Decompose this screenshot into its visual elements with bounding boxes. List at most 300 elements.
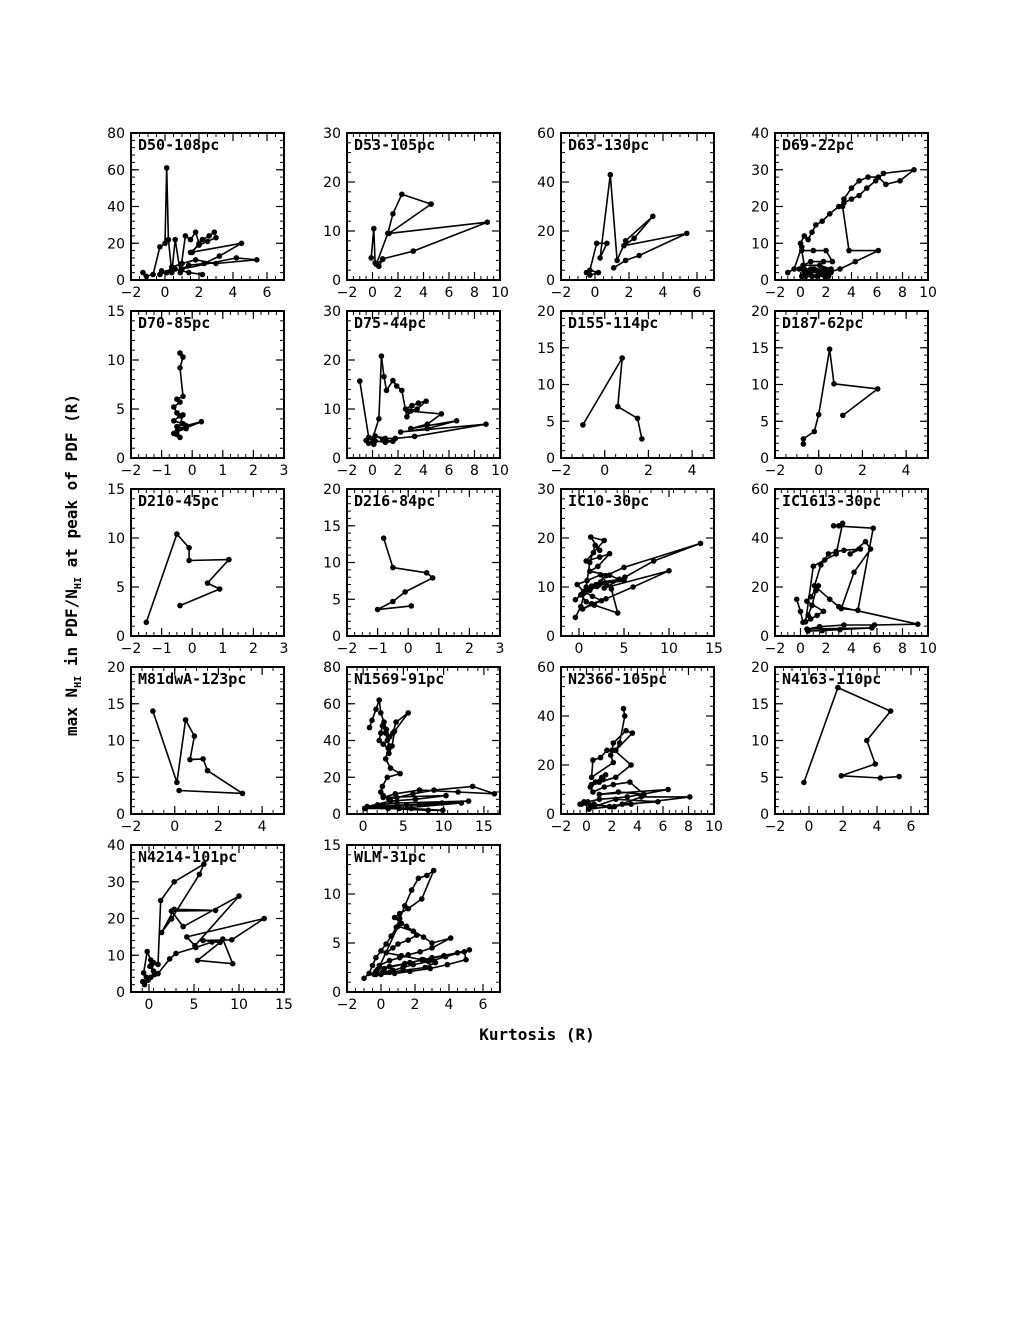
data-point	[602, 784, 608, 790]
y-tick-label: 0	[546, 273, 555, 289]
y-tick-label: 0	[116, 985, 125, 1001]
data-point	[809, 229, 815, 235]
panel-8	[107, 482, 288, 657]
data-point	[144, 949, 150, 955]
data-point	[579, 592, 585, 598]
data-point	[179, 261, 185, 267]
y-tick-label: 0	[760, 807, 769, 823]
data-point	[590, 594, 596, 600]
data-point	[635, 416, 641, 422]
data-point	[414, 406, 420, 412]
data-point	[597, 548, 603, 554]
data-point	[383, 950, 389, 956]
data-point	[397, 955, 403, 961]
data-point	[796, 266, 802, 272]
x-tick-label: −2	[336, 285, 358, 301]
data-point	[592, 602, 598, 608]
data-point	[621, 706, 627, 712]
y-axis-label	[62, 394, 84, 736]
panel-5	[323, 304, 509, 479]
x-tick-label: 2	[410, 997, 420, 1013]
data-point	[615, 610, 621, 616]
data-point	[462, 949, 468, 955]
data-point	[433, 960, 439, 966]
panel-3	[751, 126, 937, 301]
data-point	[611, 760, 617, 766]
data-point	[171, 879, 177, 885]
data-point	[381, 535, 387, 541]
data-point	[423, 398, 429, 404]
data-point	[180, 354, 186, 360]
y-tick-label: 0	[332, 451, 341, 467]
y-tick-label: 30	[751, 162, 769, 179]
x-tick-label: 6	[906, 819, 916, 835]
panel-0	[107, 126, 284, 301]
data-point	[439, 411, 445, 417]
data-point	[240, 791, 246, 797]
data-point	[431, 787, 437, 793]
data-point	[424, 873, 430, 879]
y-axis-label-sub-2: HI	[73, 577, 84, 590]
data-point	[373, 955, 379, 961]
x-tick-label: 2	[821, 285, 831, 301]
data-point	[410, 791, 416, 797]
x-tick-label: 4	[633, 819, 642, 835]
data-point	[378, 804, 384, 810]
data-point	[619, 355, 625, 361]
panel-title: N2366-105pc	[568, 670, 668, 688]
data-point	[883, 182, 889, 188]
y-tick-label: 10	[537, 580, 555, 596]
panel-frame	[131, 489, 284, 636]
panel-12	[107, 660, 284, 835]
data-point	[876, 174, 882, 180]
data-point	[405, 937, 411, 943]
data-point	[441, 953, 447, 959]
data-point	[623, 258, 629, 264]
data-point	[429, 940, 435, 946]
data-point	[405, 952, 411, 958]
data-point	[179, 266, 185, 272]
y-tick-label: 10	[751, 733, 769, 750]
data-point	[380, 784, 386, 790]
data-point	[383, 756, 389, 762]
x-tick-label: −2	[120, 285, 142, 301]
series-line	[143, 864, 265, 985]
x-tick-label: 0	[187, 463, 197, 479]
data-point	[599, 775, 605, 781]
y-tick-label: 20	[751, 304, 769, 320]
data-point	[196, 242, 202, 248]
y-tick-label: 5	[116, 580, 125, 596]
x-tick-label: 0	[814, 463, 824, 479]
data-point	[177, 603, 183, 609]
y-tick-label: 0	[546, 807, 555, 823]
data-point	[864, 185, 870, 191]
x-tick-label: −2	[764, 641, 786, 657]
x-tick-label: 4	[872, 819, 882, 835]
data-point	[870, 525, 876, 531]
x-tick-label: 3	[279, 463, 289, 479]
data-point	[213, 261, 219, 267]
data-point	[184, 934, 190, 940]
x-tick-label: −1	[367, 641, 388, 657]
y-tick-label: 40	[537, 175, 555, 191]
data-point	[596, 270, 602, 276]
data-point	[588, 784, 594, 790]
data-point	[623, 728, 629, 734]
x-tick-label: 2	[838, 819, 848, 835]
x-tick-label: 4	[658, 285, 668, 301]
x-tick-label: 8	[470, 285, 479, 301]
y-tick-label: 20	[751, 580, 769, 596]
x-tick-label: 15	[275, 997, 293, 1013]
y-tick-label: 15	[323, 518, 341, 535]
y-tick-label: 60	[537, 126, 555, 142]
y-tick-label: 5	[116, 770, 125, 787]
data-point	[390, 599, 396, 605]
data-point	[174, 424, 180, 430]
x-tick-label: 0	[796, 285, 805, 301]
data-point	[592, 543, 598, 549]
x-tick-label: 10	[491, 285, 509, 301]
panel-4	[107, 304, 288, 479]
data-point	[897, 178, 903, 184]
y-tick-label: 30	[323, 126, 341, 142]
data-point	[149, 962, 155, 968]
data-point	[398, 429, 404, 435]
y-tick-label: 20	[107, 660, 125, 676]
y-tick-label: 10	[323, 224, 341, 240]
data-point	[383, 941, 389, 947]
data-point	[169, 916, 175, 922]
data-point	[612, 748, 618, 754]
panel-title: D69-22pc	[782, 136, 855, 154]
data-point	[424, 570, 430, 576]
data-point	[397, 771, 403, 777]
x-tick-label: 2	[857, 463, 867, 479]
data-point	[205, 768, 211, 774]
data-point	[372, 433, 378, 439]
data-point	[622, 713, 628, 719]
data-point	[616, 789, 622, 795]
x-tick-label: 0	[376, 997, 386, 1013]
x-tick-label: 2	[248, 641, 258, 657]
data-point	[805, 628, 811, 634]
data-point	[428, 966, 434, 972]
x-tick-label: 0	[403, 641, 413, 657]
y-tick-label: 40	[537, 709, 555, 725]
y-tick-label: 15	[537, 340, 555, 357]
data-point	[846, 248, 852, 254]
x-tick-label: 4	[228, 285, 238, 301]
x-tick-label: 8	[470, 463, 479, 479]
x-tick-label: −1	[151, 641, 172, 657]
y-tick-label: 80	[107, 126, 125, 142]
y-tick-label: 0	[332, 985, 341, 1001]
data-point	[811, 248, 817, 254]
data-point	[794, 597, 800, 603]
data-point	[823, 248, 829, 254]
data-point	[804, 598, 810, 604]
data-point	[186, 263, 192, 269]
y-tick-label: 40	[323, 733, 341, 750]
data-point	[597, 792, 603, 798]
panel-1	[323, 126, 509, 301]
data-point	[621, 243, 627, 249]
data-point	[386, 751, 392, 757]
data-point	[791, 266, 797, 272]
data-point	[402, 589, 408, 595]
data-point	[412, 434, 418, 440]
x-tick-label: 4	[847, 641, 856, 657]
data-point	[612, 804, 618, 810]
x-tick-label: 3	[495, 641, 505, 657]
data-point	[380, 256, 386, 262]
data-point	[875, 386, 881, 392]
x-tick-label: 6	[872, 641, 882, 657]
data-point	[596, 582, 602, 588]
panel-title: D53-105pc	[354, 136, 436, 154]
x-tick-label: −1	[151, 463, 172, 479]
panel-frame	[131, 311, 284, 458]
data-point	[798, 241, 804, 247]
data-point	[172, 266, 178, 272]
x-tick-label: 0	[574, 641, 584, 657]
data-point	[200, 272, 206, 278]
data-point	[373, 707, 379, 713]
y-tick-label: 20	[323, 482, 341, 498]
data-point	[172, 237, 178, 243]
x-tick-label: 2	[464, 641, 474, 657]
data-point	[492, 791, 498, 797]
y-tick-label: 0	[760, 629, 769, 645]
data-point	[813, 588, 819, 594]
y-tick-label: 10	[323, 887, 341, 903]
data-point	[390, 211, 396, 217]
panel-title: N4163-110pc	[782, 670, 882, 688]
x-tick-label: 0	[160, 285, 170, 301]
data-point	[416, 400, 422, 406]
data-point	[144, 274, 150, 280]
y-tick-label: 20	[107, 911, 125, 928]
x-tick-label: 6	[692, 285, 702, 301]
data-point	[841, 548, 847, 554]
y-tick-label: 60	[323, 696, 341, 713]
panel-frame	[131, 133, 284, 280]
y-tick-label: 20	[537, 224, 555, 240]
data-point	[380, 723, 386, 729]
data-point	[639, 794, 645, 800]
data-point	[229, 937, 235, 943]
data-point	[628, 762, 634, 768]
data-point	[402, 961, 408, 967]
data-point	[448, 935, 454, 941]
data-point	[370, 963, 376, 969]
y-axis-label-part-1: max N	[62, 687, 81, 736]
data-point	[199, 419, 205, 425]
data-point	[176, 788, 182, 794]
data-point	[595, 564, 601, 570]
data-point	[261, 916, 267, 922]
x-tick-label: 4	[901, 463, 911, 479]
x-tick-label: 4	[847, 285, 856, 301]
x-tick-label: 10	[230, 997, 248, 1013]
panel-title: D216-84pc	[354, 492, 436, 510]
data-point	[601, 538, 607, 544]
data-point	[590, 804, 596, 810]
data-point	[821, 609, 827, 615]
data-point	[590, 757, 596, 763]
x-tick-label: 0	[590, 285, 600, 301]
x-tick-label: 6	[658, 819, 668, 835]
data-point	[849, 185, 855, 191]
data-point	[397, 806, 403, 812]
panel-frame	[561, 133, 714, 280]
y-axis-label-part-3: at peak of PDF (R)	[62, 394, 81, 578]
x-tick-label: 4	[687, 463, 697, 479]
data-point	[869, 625, 875, 631]
data-point	[428, 201, 434, 207]
data-point	[166, 237, 172, 243]
y-tick-label: 30	[537, 482, 555, 498]
data-point	[573, 615, 579, 621]
data-point	[205, 239, 211, 245]
x-tick-label: 2	[643, 463, 653, 479]
data-point	[589, 775, 595, 781]
data-point	[878, 775, 884, 781]
panel-15	[751, 660, 928, 835]
x-tick-label: 0	[144, 997, 154, 1013]
data-point	[836, 604, 842, 610]
data-point	[378, 730, 384, 736]
data-point	[839, 773, 845, 779]
x-tick-label: 1	[434, 641, 444, 657]
data-point	[183, 717, 189, 723]
data-point	[419, 896, 425, 902]
data-point	[220, 936, 226, 942]
series-line	[143, 168, 257, 276]
data-point	[409, 806, 415, 812]
data-point	[409, 403, 415, 409]
x-tick-label: 2	[248, 463, 258, 479]
x-tick-label: 2	[393, 285, 403, 301]
data-point	[864, 738, 870, 744]
data-point	[386, 231, 392, 237]
data-point	[174, 780, 180, 786]
x-tick-label: 2	[213, 819, 223, 835]
data-point	[594, 241, 600, 247]
y-tick-label: 10	[107, 733, 125, 750]
data-point	[385, 745, 391, 751]
y-tick-label: 20	[323, 770, 341, 787]
y-tick-label: 20	[537, 304, 555, 320]
data-point	[840, 204, 846, 210]
data-point	[583, 599, 589, 605]
data-point	[830, 259, 836, 265]
data-point	[603, 573, 609, 579]
data-point	[841, 196, 847, 202]
data-point	[180, 924, 186, 930]
x-tick-label: 2	[624, 285, 634, 301]
x-tick-label: 1	[218, 463, 228, 479]
y-tick-label: 20	[323, 353, 341, 369]
data-point	[383, 730, 389, 736]
data-point	[812, 429, 818, 435]
data-point	[387, 964, 393, 970]
data-point	[617, 576, 623, 582]
data-point	[164, 270, 170, 276]
data-point	[617, 740, 623, 746]
data-point	[604, 241, 610, 247]
series-line	[360, 356, 486, 444]
data-point	[813, 222, 819, 228]
x-tick-label: 15	[705, 641, 723, 657]
data-point	[393, 719, 399, 725]
data-point	[483, 421, 489, 427]
panel-title: M81dwA-123pc	[138, 670, 247, 688]
x-tick-label: 0	[170, 819, 180, 835]
data-point	[619, 801, 625, 807]
data-point	[193, 257, 199, 263]
data-point	[426, 808, 432, 814]
y-tick-label: 0	[332, 629, 341, 645]
y-tick-label: 15	[751, 340, 769, 357]
x-tick-label: 2	[393, 463, 403, 479]
data-point	[801, 780, 807, 786]
data-point	[380, 741, 386, 747]
x-tick-label: 0	[796, 641, 805, 657]
x-tick-label: 4	[419, 285, 428, 301]
panel-title: N4214-101pc	[138, 848, 238, 866]
panel-frame	[347, 489, 500, 636]
data-point	[383, 440, 389, 446]
data-point	[439, 800, 445, 806]
y-tick-label: 5	[546, 414, 555, 431]
panel-title: D70-85pc	[138, 314, 211, 332]
y-tick-label: 5	[760, 414, 769, 431]
data-point	[856, 178, 862, 184]
data-point	[573, 597, 579, 603]
y-tick-label: 10	[751, 236, 769, 253]
data-point	[881, 171, 887, 177]
data-point	[803, 619, 809, 625]
data-point	[183, 233, 189, 239]
y-tick-label: 0	[760, 451, 769, 467]
x-tick-label: 10	[705, 819, 723, 835]
data-point	[856, 193, 862, 199]
data-point	[417, 787, 423, 793]
data-point	[687, 794, 693, 800]
panel-frame	[775, 489, 928, 636]
data-point	[597, 554, 603, 560]
data-point	[805, 237, 811, 243]
data-point	[607, 804, 613, 810]
x-tick-label: 10	[434, 819, 453, 835]
data-point	[404, 802, 410, 808]
x-tick-label: 10	[919, 285, 937, 301]
y-tick-label: 15	[107, 482, 125, 498]
panel-title: D50-108pc	[138, 136, 220, 154]
data-point	[188, 250, 194, 256]
x-tick-label: 6	[872, 285, 882, 301]
x-tick-label: 6	[262, 285, 272, 301]
data-point	[169, 908, 175, 914]
data-point	[141, 970, 147, 976]
y-tick-label: 30	[323, 304, 341, 320]
data-point	[361, 976, 367, 982]
data-point	[405, 906, 411, 912]
